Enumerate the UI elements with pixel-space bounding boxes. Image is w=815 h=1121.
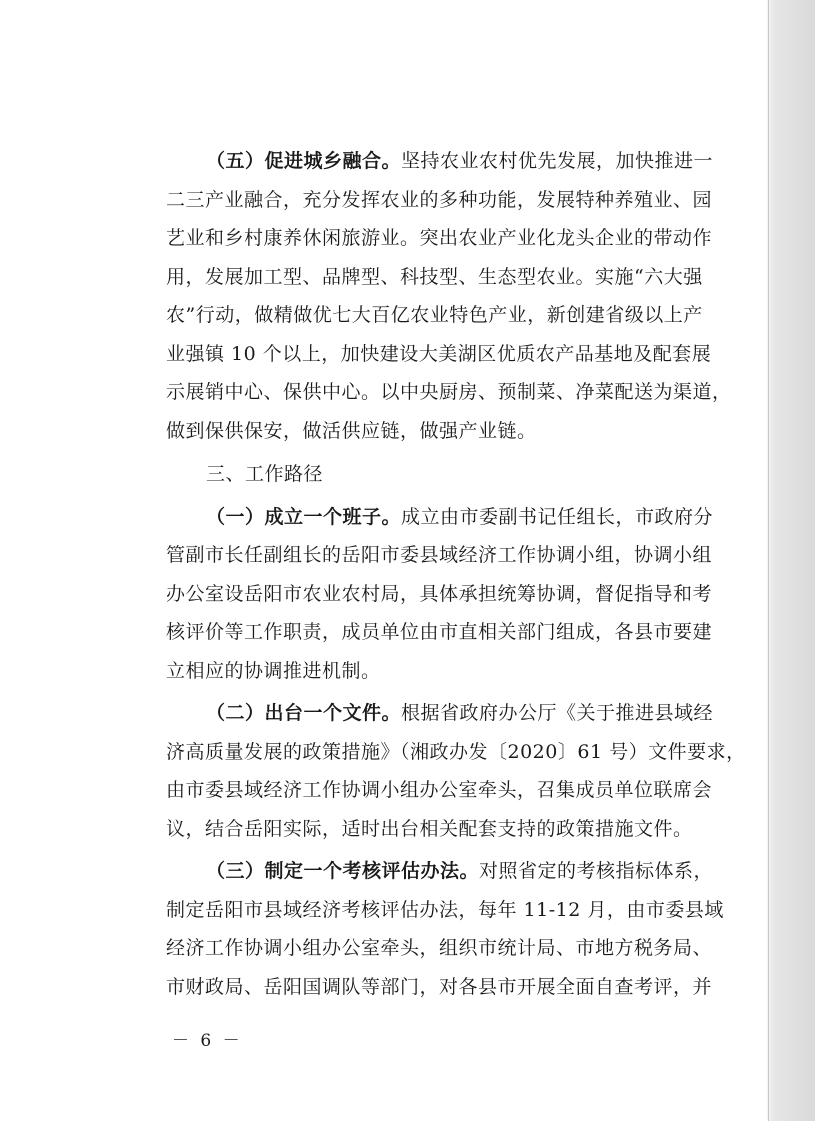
paragraph-line: 业强镇 10 个以上，加快建设大美湖区优质农产品基地及配套展: [166, 342, 712, 365]
scan-page-edge-line: [768, 0, 769, 1121]
page-number: － 6 －: [172, 1031, 243, 1051]
section-five: [166, 142, 736, 450]
item-two-heading: （二）出台一个文件。: [206, 702, 402, 724]
paragraph-line: 立相应的协调推进机制。: [166, 659, 381, 682]
paragraph-line: 制定岳阳市县域经济考核评估办法，每年 11-12 月，由市委县域: [166, 898, 724, 921]
document-body: [166, 142, 746, 1006]
paragraph-line: 由市委县域经济工作协调小组办公室牵头，召集成员单位联席会: [166, 779, 713, 801]
paragraph-line: 农”行动，做精做优七大百亿农业特色产业，新创建省级以上产: [166, 304, 703, 326]
paragraph-line: 济高质量发展的政策措施》（湘政办发〔2020〕61 号）文件要求，: [166, 740, 746, 763]
section-five-heading: （五）促进城乡融合。: [206, 150, 402, 172]
scan-page-edge: [767, 0, 815, 1121]
item-one: [166, 498, 736, 691]
paragraph-line: 做到保供保安，做活供应链，做强产业链。: [166, 419, 537, 442]
paragraph-line: 议，结合岳阳实际，适时出台相关配套支持的政策措施文件。: [166, 817, 693, 840]
chapter-three-title: 三、工作路径: [206, 463, 324, 485]
item-two: [166, 694, 746, 848]
item-three-heading: （三）制定一个考核评估办法。: [206, 860, 480, 882]
paragraph-line: 办公室设岳阳市农业农村局，具体承担统筹协调，督促指导和考: [166, 582, 713, 605]
paragraph-line: 示展销中心、保供中心。以中央厨房、预制菜、净菜配送为渠道，: [166, 381, 732, 403]
paragraph-line: 管副市长任副组长的岳阳市委县域经济工作协调小组，协调小组: [166, 544, 713, 566]
paragraph-line: 用，发展加工型、品牌型、科技型、生态型农业。实施“六大强: [166, 265, 703, 288]
paragraph-line: 市财政局、岳阳国调队等部门，对各县市开展全面自查考评，并: [166, 975, 713, 998]
paragraph-line: （三）制定一个考核评估办法。对照省定的考核指标体系，: [206, 860, 714, 882]
paragraph-line: （一）成立一个班子。成立由市委副书记任组长，市政府分: [206, 505, 714, 528]
paragraph-line: 核评价等工作职责，成员单位由市直相关部门组成，各县市要建: [166, 621, 713, 643]
paragraph-line: 经济工作协调小组办公室牵头，组织市统计局、市地方税务局、: [166, 937, 713, 959]
item-three: [166, 852, 736, 1006]
paragraph-line: （二）出台一个文件。根据省政府办公厅《关于推进县域经: [206, 702, 714, 724]
paragraph-line: （五）促进城乡融合。坚持农业农村优先发展，加快推进一: [206, 150, 714, 172]
item-one-heading: （一）成立一个班子。: [206, 505, 402, 528]
paragraph-line: 二三产业融合，充分发挥农业的多种功能，发展特种养殖业、园: [166, 188, 713, 211]
paragraph-line: 艺业和乡村康养休闲旅游业。突出农业产业化龙头企业的带动作: [166, 227, 713, 249]
